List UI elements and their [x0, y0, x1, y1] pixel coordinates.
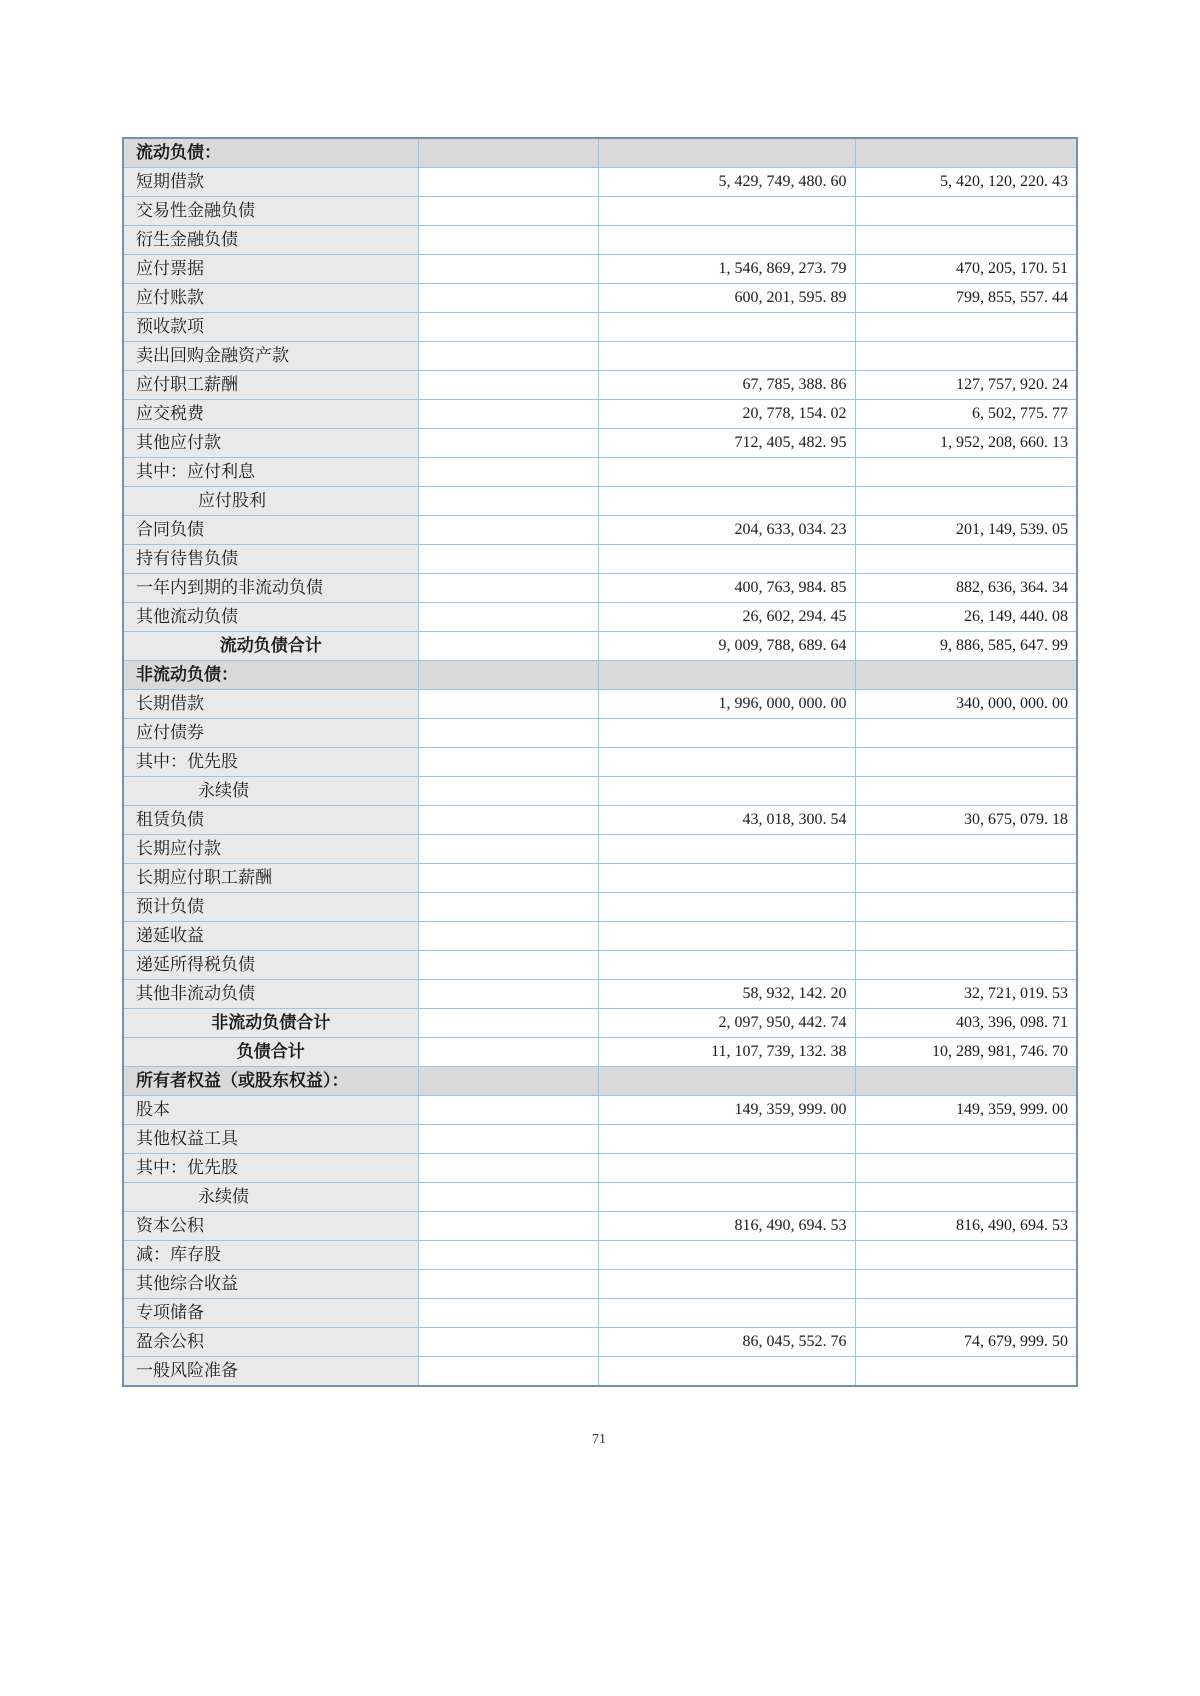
prior-period-cell: 799, 855, 557. 44 [855, 284, 1077, 313]
row-label-cell: 衍生金融负债 [123, 226, 418, 255]
prior-period-cell [855, 458, 1077, 487]
table-row [123, 1038, 1077, 1067]
current-period-cell [598, 951, 855, 980]
notes-cell [418, 922, 598, 951]
notes-cell [418, 255, 598, 284]
prior-period-cell [855, 922, 1077, 951]
notes-cell [418, 313, 598, 342]
row-label-cell: 交易性金融负债 [123, 197, 418, 226]
table-row [123, 1357, 1077, 1387]
current-period-cell [598, 138, 855, 168]
table-row [123, 342, 1077, 371]
prior-period-cell [855, 777, 1077, 806]
prior-period-cell [855, 1067, 1077, 1096]
prior-period-cell [855, 1154, 1077, 1183]
prior-period-cell [855, 719, 1077, 748]
row-label-cell: 非流动负债合计 [123, 1009, 418, 1038]
table-row [123, 632, 1077, 661]
notes-cell [418, 980, 598, 1009]
notes-cell [418, 1096, 598, 1125]
current-period-cell: 600, 201, 595. 89 [598, 284, 855, 313]
notes-cell [418, 748, 598, 777]
row-label-cell: 减：库存股 [123, 1241, 418, 1270]
current-period-cell: 20, 778, 154. 02 [598, 400, 855, 429]
row-label-cell: 其他流动负债 [123, 603, 418, 632]
table-row [123, 487, 1077, 516]
row-label-cell: 应付债券 [123, 719, 418, 748]
prior-period-cell [855, 487, 1077, 516]
prior-period-cell: 30, 675, 079. 18 [855, 806, 1077, 835]
table-row [123, 138, 1077, 168]
prior-period-cell: 149, 359, 999. 00 [855, 1096, 1077, 1125]
row-label-cell: 长期应付款 [123, 835, 418, 864]
table-row [123, 574, 1077, 603]
prior-period-cell: 340, 000, 000. 00 [855, 690, 1077, 719]
notes-cell [418, 632, 598, 661]
table-row [123, 1154, 1077, 1183]
prior-period-cell [855, 1299, 1077, 1328]
notes-cell [418, 603, 598, 632]
row-label-cell: 所有者权益（或股东权益）： [123, 1067, 418, 1096]
row-label-cell: 应付票据 [123, 255, 418, 284]
current-period-cell [598, 342, 855, 371]
current-period-cell: 2, 097, 950, 442. 74 [598, 1009, 855, 1038]
row-label-cell: 负债合计 [123, 1038, 418, 1067]
notes-cell [418, 661, 598, 690]
notes-cell [418, 951, 598, 980]
current-period-cell [598, 226, 855, 255]
table-row [123, 1299, 1077, 1328]
notes-cell [418, 1038, 598, 1067]
current-period-cell: 9, 009, 788, 689. 64 [598, 632, 855, 661]
current-period-cell [598, 835, 855, 864]
table-row [123, 429, 1077, 458]
current-period-cell: 1, 996, 000, 000. 00 [598, 690, 855, 719]
current-period-cell [598, 748, 855, 777]
table-row [123, 1067, 1077, 1096]
current-period-cell: 816, 490, 694. 53 [598, 1212, 855, 1241]
row-label-cell: 卖出回购金融资产款 [123, 342, 418, 371]
current-period-cell: 26, 602, 294. 45 [598, 603, 855, 632]
current-period-cell [598, 458, 855, 487]
notes-cell [418, 342, 598, 371]
prior-period-cell [855, 893, 1077, 922]
notes-cell [418, 1270, 598, 1299]
table-row [123, 835, 1077, 864]
row-label-cell: 短期借款 [123, 168, 418, 197]
table-row [123, 603, 1077, 632]
current-period-cell [598, 777, 855, 806]
notes-cell [418, 1241, 598, 1270]
row-label-cell: 应付职工薪酬 [123, 371, 418, 400]
row-label-cell: 应付股利 [123, 487, 418, 516]
notes-cell [418, 1125, 598, 1154]
current-period-cell: 5, 429, 749, 480. 60 [598, 168, 855, 197]
prior-period-cell: 10, 289, 981, 746. 70 [855, 1038, 1077, 1067]
notes-cell [418, 690, 598, 719]
prior-period-cell [855, 1270, 1077, 1299]
prior-period-cell [855, 197, 1077, 226]
current-period-cell [598, 1183, 855, 1212]
row-label-cell: 租赁负债 [123, 806, 418, 835]
notes-cell [418, 574, 598, 603]
notes-cell [418, 371, 598, 400]
notes-cell [418, 458, 598, 487]
row-label-cell: 一年内到期的非流动负债 [123, 574, 418, 603]
current-period-cell: 11, 107, 739, 132. 38 [598, 1038, 855, 1067]
prior-period-cell [855, 748, 1077, 777]
table-row [123, 690, 1077, 719]
table-body [123, 138, 1077, 1386]
notes-cell [418, 197, 598, 226]
table-row [123, 284, 1077, 313]
prior-period-cell [855, 1183, 1077, 1212]
table-row [123, 1212, 1077, 1241]
table-row [123, 893, 1077, 922]
current-period-cell [598, 864, 855, 893]
prior-period-cell: 470, 205, 170. 51 [855, 255, 1077, 284]
current-period-cell [598, 1270, 855, 1299]
table-row [123, 1125, 1077, 1154]
page-number: 71 [592, 1432, 606, 1447]
current-period-cell: 58, 932, 142. 20 [598, 980, 855, 1009]
row-label-cell: 应交税费 [123, 400, 418, 429]
current-period-cell [598, 893, 855, 922]
table-row [123, 1241, 1077, 1270]
row-label-cell: 专项储备 [123, 1299, 418, 1328]
notes-cell [418, 284, 598, 313]
current-period-cell: 67, 785, 388. 86 [598, 371, 855, 400]
notes-cell [418, 1009, 598, 1038]
table-row [123, 806, 1077, 835]
notes-cell [418, 138, 598, 168]
current-period-cell [598, 313, 855, 342]
table-row [123, 1328, 1077, 1357]
current-period-cell [598, 545, 855, 574]
table-row [123, 748, 1077, 777]
current-period-cell: 149, 359, 999. 00 [598, 1096, 855, 1125]
table-row [123, 1096, 1077, 1125]
row-label-cell: 流动负债合计 [123, 632, 418, 661]
prior-period-cell [855, 951, 1077, 980]
notes-cell [418, 1299, 598, 1328]
prior-period-cell: 201, 149, 539. 05 [855, 516, 1077, 545]
table-row [123, 1183, 1077, 1212]
prior-period-cell: 816, 490, 694. 53 [855, 1212, 1077, 1241]
prior-period-cell: 127, 757, 920. 24 [855, 371, 1077, 400]
notes-cell [418, 1183, 598, 1212]
row-label-cell: 永续债 [123, 777, 418, 806]
notes-cell [418, 1212, 598, 1241]
table-row [123, 864, 1077, 893]
row-label-cell: 其他综合收益 [123, 1270, 418, 1299]
notes-cell [418, 1328, 598, 1357]
prior-period-cell [855, 138, 1077, 168]
row-label-cell: 合同负债 [123, 516, 418, 545]
notes-cell [418, 168, 598, 197]
current-period-cell [598, 1357, 855, 1387]
prior-period-cell [855, 661, 1077, 690]
notes-cell [418, 893, 598, 922]
current-period-cell [598, 197, 855, 226]
prior-period-cell [855, 1357, 1077, 1387]
current-period-cell: 43, 018, 300. 54 [598, 806, 855, 835]
current-period-cell [598, 661, 855, 690]
current-period-cell [598, 1299, 855, 1328]
notes-cell [418, 1067, 598, 1096]
prior-period-cell: 74, 679, 999. 50 [855, 1328, 1077, 1357]
table-row [123, 719, 1077, 748]
table-row [123, 197, 1077, 226]
current-period-cell: 400, 763, 984. 85 [598, 574, 855, 603]
table-row [123, 777, 1077, 806]
prior-period-cell [855, 342, 1077, 371]
row-label-cell: 其他应付款 [123, 429, 418, 458]
row-label-cell: 长期应付职工薪酬 [123, 864, 418, 893]
row-label-cell: 非流动负债： [123, 661, 418, 690]
current-period-cell [598, 1241, 855, 1270]
balance-sheet-table [122, 137, 1078, 1387]
notes-cell [418, 516, 598, 545]
current-period-cell: 204, 633, 034. 23 [598, 516, 855, 545]
current-period-cell [598, 719, 855, 748]
table-row [123, 980, 1077, 1009]
notes-cell [418, 835, 598, 864]
table-row [123, 226, 1077, 255]
prior-period-cell: 5, 420, 120, 220. 43 [855, 168, 1077, 197]
row-label-cell: 资本公积 [123, 1212, 418, 1241]
notes-cell [418, 777, 598, 806]
prior-period-cell [855, 545, 1077, 574]
notes-cell [418, 400, 598, 429]
prior-period-cell: 9, 886, 585, 647. 99 [855, 632, 1077, 661]
current-period-cell [598, 1125, 855, 1154]
notes-cell [418, 226, 598, 255]
table-row [123, 661, 1077, 690]
notes-cell [418, 545, 598, 574]
row-label-cell: 持有待售负债 [123, 545, 418, 574]
row-label-cell: 永续债 [123, 1183, 418, 1212]
row-label-cell: 股本 [123, 1096, 418, 1125]
prior-period-cell [855, 313, 1077, 342]
table-row [123, 1270, 1077, 1299]
notes-cell [418, 806, 598, 835]
prior-period-cell [855, 226, 1077, 255]
row-label-cell: 其他非流动负债 [123, 980, 418, 1009]
table-row [123, 168, 1077, 197]
current-period-cell [598, 1067, 855, 1096]
row-label-cell: 流动负债： [123, 138, 418, 168]
table-row [123, 951, 1077, 980]
prior-period-cell: 6, 502, 775. 77 [855, 400, 1077, 429]
prior-period-cell: 882, 636, 364. 34 [855, 574, 1077, 603]
notes-cell [418, 1357, 598, 1387]
prior-period-cell: 1, 952, 208, 660. 13 [855, 429, 1077, 458]
table-row [123, 922, 1077, 951]
notes-cell [418, 1154, 598, 1183]
row-label-cell: 递延收益 [123, 922, 418, 951]
row-label-cell: 预计负债 [123, 893, 418, 922]
table-row [123, 313, 1077, 342]
table-row [123, 1009, 1077, 1038]
current-period-cell: 86, 045, 552. 76 [598, 1328, 855, 1357]
row-label-cell: 其中：应付利息 [123, 458, 418, 487]
prior-period-cell [855, 1125, 1077, 1154]
notes-cell [418, 864, 598, 893]
current-period-cell [598, 1154, 855, 1183]
notes-cell [418, 487, 598, 516]
current-period-cell [598, 922, 855, 951]
row-label-cell: 预收款项 [123, 313, 418, 342]
prior-period-cell: 26, 149, 440. 08 [855, 603, 1077, 632]
row-label-cell: 盈余公积 [123, 1328, 418, 1357]
prior-period-cell: 403, 396, 098. 71 [855, 1009, 1077, 1038]
row-label-cell: 其他权益工具 [123, 1125, 418, 1154]
current-period-cell [598, 487, 855, 516]
notes-cell [418, 719, 598, 748]
table-row [123, 400, 1077, 429]
row-label-cell: 应付账款 [123, 284, 418, 313]
prior-period-cell [855, 864, 1077, 893]
table-row [123, 516, 1077, 545]
row-label-cell: 其中：优先股 [123, 748, 418, 777]
table-row [123, 458, 1077, 487]
table-row [123, 545, 1077, 574]
row-label-cell: 长期借款 [123, 690, 418, 719]
prior-period-cell [855, 835, 1077, 864]
notes-cell [418, 429, 598, 458]
row-label-cell: 递延所得税负债 [123, 951, 418, 980]
current-period-cell: 712, 405, 482. 95 [598, 429, 855, 458]
row-label-cell: 一般风险准备 [123, 1357, 418, 1387]
table-row [123, 255, 1077, 284]
prior-period-cell [855, 1241, 1077, 1270]
prior-period-cell: 32, 721, 019. 53 [855, 980, 1077, 1009]
row-label-cell: 其中：优先股 [123, 1154, 418, 1183]
current-period-cell: 1, 546, 869, 273. 79 [598, 255, 855, 284]
table-row [123, 371, 1077, 400]
